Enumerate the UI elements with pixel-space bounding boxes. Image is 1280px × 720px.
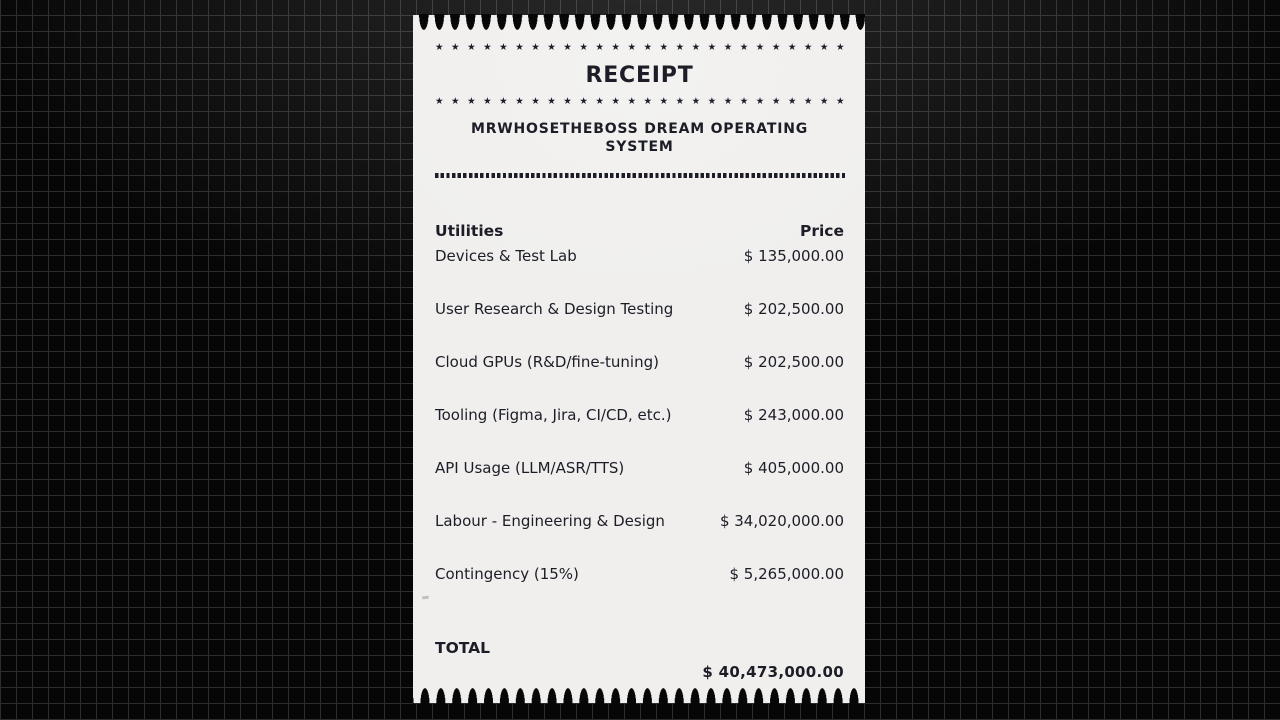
item-name: Labour - Engineering & Design [435,512,665,530]
receipt-title: RECEIPT [585,63,694,88]
item-price: $ 202,500.00 [743,353,844,371]
receipt-paper [413,15,865,703]
column-header-utilities: Utilities [435,222,504,240]
line-items-table [435,221,844,584]
table-row [435,511,844,531]
table-row [435,352,844,372]
torn-edge-bottom-icon [413,687,865,704]
item-name: Contingency (15%) [435,565,579,583]
receipt-subtitle: MRWHOSETHEBOSS DREAM OPERATING SYSTEM [470,121,809,155]
item-name: Devices & Test Lab [435,247,577,265]
table-row [435,564,844,584]
item-price: $ 243,000.00 [743,406,844,424]
table-row [435,299,844,319]
item-name: Cloud GPUs (R&D/fine-tuning) [435,353,659,371]
total-value: $ 40,473,000.00 [702,663,844,681]
item-name: Tooling (Figma, Jira, CI/CD, etc.) [435,406,672,424]
item-price: $ 34,020,000.00 [719,512,844,530]
column-header-price: Price [799,222,844,240]
receipt-content [413,41,865,683]
table-row [435,458,844,478]
total-label: TOTAL [435,639,490,657]
item-price: $ 5,265,000.00 [729,565,844,583]
item-price: $ 405,000.00 [743,459,844,477]
torn-edge-top-icon [413,14,865,31]
star-divider-icon: ★ ★ ★ ★ ★ ★ ★ ★ ★ ★ ★ ★ ★ ★ ★ ★ ★ ★ ★ ★ ★ ★ ★ ★ ★ ★ [435,42,845,53]
table-row [435,246,844,266]
item-name: User Research & Design Testing [435,300,674,318]
table-row [435,405,844,425]
item-price: $ 135,000.00 [743,247,844,265]
star-divider-icon: ★ ★ ★ ★ ★ ★ ★ ★ ★ ★ ★ ★ ★ ★ ★ ★ ★ ★ ★ ★ ★ ★ ★ ★ ★ ★ [435,96,845,107]
table-header-row [435,221,844,241]
item-price: $ 202,500.00 [743,300,844,318]
dotted-divider [435,173,847,178]
item-name: API Usage (LLM/ASR/TTS) [435,459,625,477]
